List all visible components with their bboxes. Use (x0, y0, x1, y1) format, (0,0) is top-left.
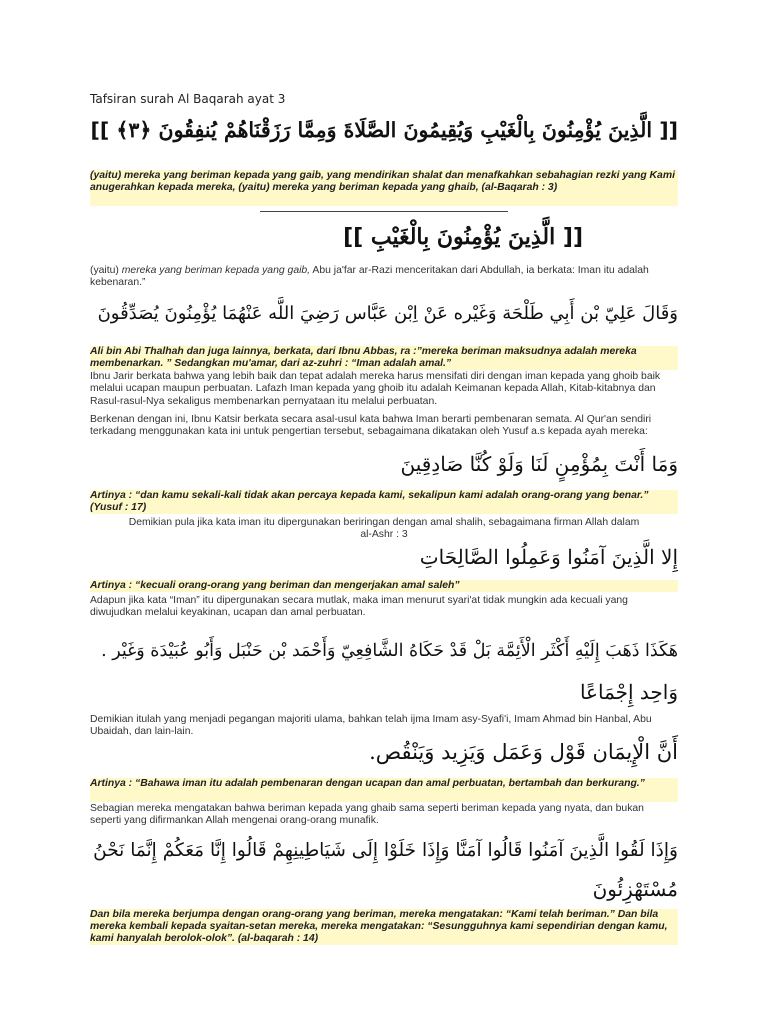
paragraph-ibnu-jarir: Ibnu Jarir berkata bahwa yang lebih baik dan tepat adalah mereka harus mensifati diri dengan iman kepada yang ghoib baik melalui ucapan maupun perbuatan. Lafazh Iman kepada yang ghoib itu adalah Keimanan kepada Allah, Kitab-kitabnya dan Rasul-rasul-Nya sekaligus membenarkan pernyataan itu melalui perbuatan. (90, 371, 661, 407)
paragraph-ibnu-katsir: Berkenan dengan ini, Ibnu Katsir berkata secara asal-usul kata bahwa Iman berarti pembenaran semata. Al Qur'an sendiri terkadang menggunakan kata ini untuk pengertian tersebut, sebagaimana dikatakan oleh Yusuf a.s kepada ayah mereka: (90, 414, 652, 438)
iman-translation: Artinya : “Bahawa iman itu adalah pembenaran dengan ucapan dan amal perbuatan, bertambah dan berkurang.” (90, 778, 678, 802)
bracket-open: [[ (659, 118, 678, 142)
yusuf-translation: Artinya : “dan kamu sekali-kali tidak akan percaya kepada kami, sekalipun kami adalah orang-orang yang benar.” (Yusuf : 17) (90, 490, 678, 514)
paragraph-iman-mutlak: Adapun jika kata “Iman” itu dipergunakan secara mutlak, maka iman menurut syari'at tidak mungkin ada kecuali yang diwujudkan melalui keyakinan, ucapan dan amal perbuatan. (90, 595, 628, 619)
verse-full-translation: (yaitu) mereka yang beriman kepada yang gaib, yang mendirikan shalat dan menafkahkan sebahagian rezki yang Kami anugerahkan kepada mereka, (yaitu) mereka yang beriman kepada yang ghaib, (al-Baqarah : 3) (90, 170, 678, 206)
arabic-baqarah14-line2: مُسْتَهْزِئُونَ (592, 877, 678, 901)
verse-full-text: الَّذِينَ يُؤْمِنُونَ بِالْغَيْبِ وَيُقِيمُونَ الصَّلَاةَ وَمِمَّا رَزَقْنَاهُمْ يُنفِقُونَ ﴿٣﴾ (116, 118, 653, 142)
bracket-open: [[ (562, 225, 583, 250)
paragraph-iman-kebenaran: (yaitu) mereka yang beriman kepada yang gaib, Abu ja'far ar-Razi menceritakan dari Abdullah, ia berkata: Iman itu adalah kebenaran.” (90, 265, 649, 289)
paragraph-munafik: Sebagian mereka mengatakan bahwa beriman kepada yang ghaib sama seperti beriman kepada yang nyata, dan bukan seperti yang difirmankan Allah mengenai orang-orang munafik. (90, 803, 644, 827)
document-title: Tafsiran surah Al Baqarah ayat 3 (90, 92, 286, 106)
arabic-ibn-abbas: وَقَالَ عَلِيّ بْن أَبِي طَلْحَة وَغَيْره عَنْ اِبْن عَبَّاس رَضِيَ اللَّه عَنْهُمَا يُؤْمِنُونَ يُصَدِّقُونَ (97, 303, 678, 324)
arabic-aimmah-line1: هَكَذَا ذَهَبَ إِلَيْهِ أَكْثَر الْأَئِمَّة بَلْ قَدْ حَكَاهُ الشَّافِعِيّ وَأَحْمَد بْن حَنْبَل وَأَبُو عُبَيْدَة وَغَيْر . (101, 641, 678, 661)
bracket-close: ]] (90, 118, 110, 142)
ashr-translation: Artinya : “kecuali orang-orang yang beriman dan mengerjakan amal saleh” (90, 580, 678, 592)
divider (260, 211, 508, 212)
paragraph-amal-shalih-line2: al-Ashr : 3 (360, 529, 408, 540)
arabic-iman-definition: أَنَّ الْإِيمَان قَوْل وَعَمَل وَيَزِيد وَيَنْقُص. (369, 740, 678, 764)
paragraph-amal-shalih-line1: Demikian pula jika kata iman itu dipergunakan beriringan dengan amal shalih, sebagaimana firman Allah dalam (128, 517, 640, 528)
verse-full-arabic (90, 118, 678, 142)
bracket-close: ]] (343, 225, 364, 250)
ibn-abbas-translation: Ali bin Abi Thalhah dan juga lainnya, berkata, dari Ibnu Abbas, ra :”mereka beriman maksudnya adalah mereka membenarkan. ” Sedangkan mu'amar, dari az-zuhri : “Iman adalah amal.” (90, 346, 678, 370)
arabic-ashr: إِلا الَّذِينَ آمَنُوا وَعَمِلُوا الصَّالِحَاتِ (419, 545, 678, 569)
paragraph-ijma: Demikian itulah yang menjadi pegangan majoriti ulama, bahkan telah ijma Imam asy-Syafi'i, Imam Ahmad bin Hanbal, Abu Ubaidah, dan lain-lain. (90, 714, 652, 738)
arabic-yusuf: وَمَا أَنْتَ بِمُؤْمِنٍ لَنَا وَلَوْ كُنَّا صَادِقِينَ (400, 452, 678, 476)
verse-short-arabic (343, 224, 583, 250)
verse-short-text: الَّذِينَ يُؤْمِنُونَ بِالْغَيْبِ (370, 224, 556, 250)
arabic-aimmah-line2: وَاحِد إِجْمَاعًا (579, 680, 678, 704)
baqarah14-translation: Dan bila mereka berjumpa dengan orang-orang yang beriman, mereka mengatakan: “Kami telah beriman.” Dan bila mereka kembali kepada syaitan-setan mereka, mereka mengatakan: “Sesungguhnya kami sependirian dengan kamu, kami hanyalah berolok-olok”. (al-baqarah : 14) (90, 909, 678, 945)
arabic-baqarah14-line1: وَإِذَا لَقُوا الَّذِينَ آمَنُوا قَالُوا آمَنَّا وَإِذَا خَلَوْا إِلَى شَيَاطِينِهِمْ قَالُوا إِنَّا مَعَكُمْ إِنَّمَا نَحْنُ (93, 840, 678, 861)
